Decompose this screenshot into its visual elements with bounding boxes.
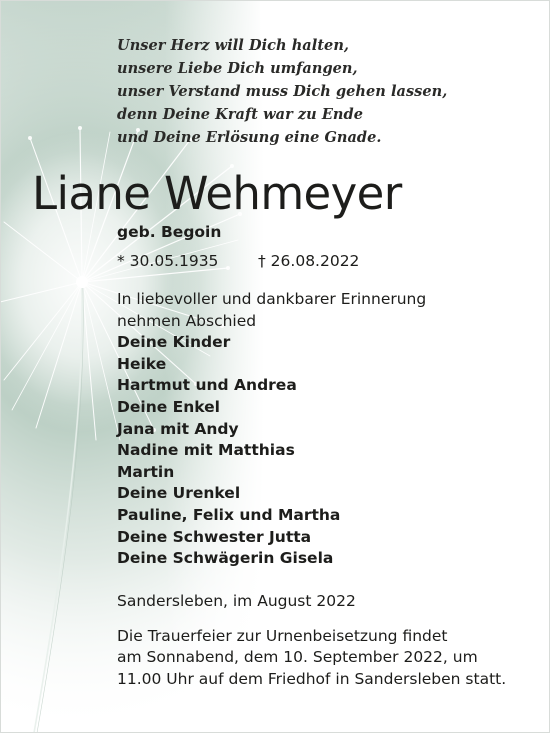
poem-line: unser Verstand muss Dich gehen lassen, [117, 83, 448, 100]
poem-line: denn Deine Kraft war zu Ende [117, 106, 363, 123]
mourner: Deine Enkel [117, 397, 220, 416]
mourner: Deine Schwägerin Gisela [117, 549, 334, 568]
death-date: † 26.08.2022 [258, 252, 360, 270]
deceased-name: Liane Wehmeyer [32, 167, 402, 220]
farewell-intro: nehmen Abschied [117, 311, 257, 330]
mourner: Pauline, Felix und Martha [117, 505, 341, 524]
mourner: Hartmut und Andrea [117, 376, 297, 395]
birth-date: * 30.05.1935 [117, 252, 219, 270]
funeral-line: Die Trauerfeier zur Urnenbeisetzung findet [117, 627, 448, 645]
mourner: Nadine mit Matthias [117, 441, 295, 460]
poem-line: unsere Liebe Dich umfangen, [117, 60, 358, 77]
farewell-intro: In liebevoller und dankbarer Erinnerung [117, 290, 427, 308]
funeral-line: 11.00 Uhr auf dem Friedhof in Sandersleben statt. [117, 669, 507, 688]
mourners-list [117, 289, 426, 570]
mourner: Martin [117, 462, 175, 481]
place-and-date: Sandersleben, im August 2022 [117, 592, 356, 610]
mourner: Deine Schwester Jutta [117, 527, 312, 546]
mourner: Jana mit Andy [117, 419, 239, 438]
mourner: Deine Urenkel [117, 484, 241, 503]
birth-name: geb. Begoin [117, 223, 222, 241]
funeral-line: am Sonnabend, dem 10. September 2022, um [117, 648, 478, 667]
funeral-details [117, 626, 506, 690]
mourner: Heike [117, 354, 167, 373]
poem-line: und Deine Erlösung eine Gnade. [117, 129, 382, 146]
life-dates [117, 250, 360, 272]
poem-line: Unser Herz will Dich halten, [117, 37, 350, 54]
memorial-poem [117, 34, 447, 149]
mourner: Deine Kinder [117, 333, 231, 352]
